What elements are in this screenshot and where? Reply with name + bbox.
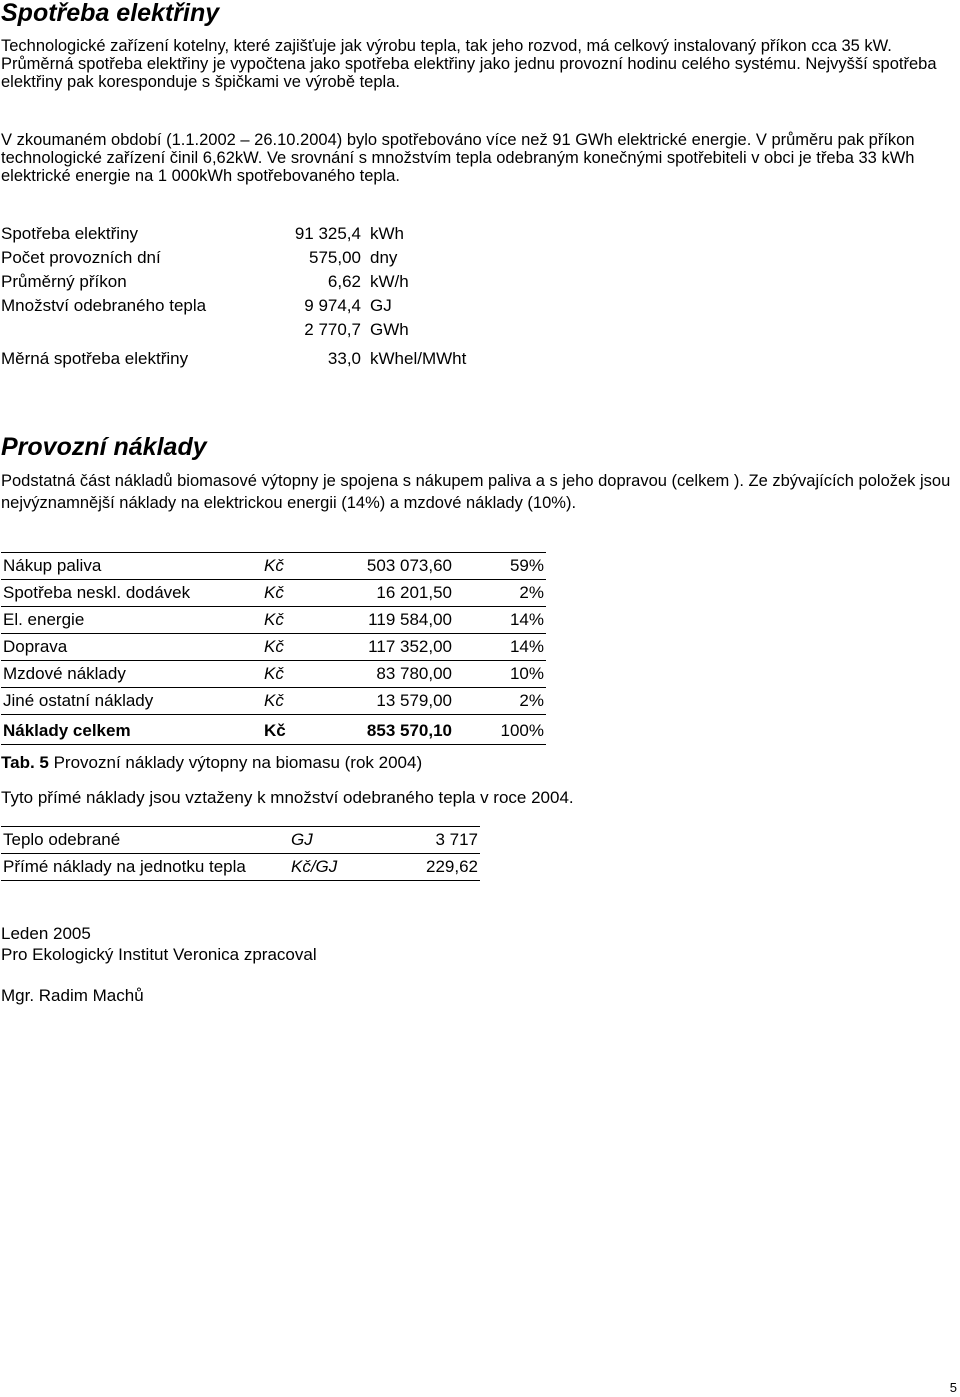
cost-currency: Kč: [264, 637, 284, 656]
signature-author: Mgr. Radim Machů: [1, 986, 144, 1005]
table-row: [1, 660, 546, 687]
cost-amount: 13 579,00: [376, 691, 452, 710]
table-row: [1, 606, 546, 633]
heat-unit: GJ: [291, 830, 313, 849]
cost-label: El. energie: [3, 610, 85, 629]
stat-unit: dny: [370, 248, 398, 267]
stat-value: 2 770,7: [304, 320, 361, 339]
heat-label: Teplo odebrané: [3, 830, 121, 849]
stat-unit: kWhel/MWht: [370, 349, 467, 368]
caption-number: Tab. 5: [1, 753, 49, 772]
cost-amount: 119 584,00: [368, 610, 452, 629]
stat-value: 91 325,4: [294, 224, 361, 243]
intro-paragraph: Technologické zařízení kotelny, které zajišťuje jak výrobu tepla, tak jeho rozvod, má celkový instalovaný příkon cca 35 kW. Průměrná spotřeba elektřiny je vypočtena jako spotřeba elektřiny jako jednu provozní hodinu celého systému. Nejvyšší spotřeba elektřiny pak koresponduje s špičkami ve výrobě tepla.: [1, 37, 937, 91]
stat-value: 9 974,4: [304, 296, 361, 315]
costs-table: [1, 552, 546, 745]
cost-amount: 83 780,00: [376, 664, 452, 683]
cost-percent: 14%: [509, 610, 544, 629]
table-row: [1, 633, 546, 660]
table-row: [1, 552, 546, 579]
total-percent: 100%: [500, 721, 544, 740]
caption-text: Provozní náklady výtopny na biomasu (rok 2004): [48, 753, 423, 772]
cost-amount: 503 073,60: [366, 556, 452, 575]
cost-label: Spotřeba neskl. dodávek: [3, 583, 191, 602]
costs-paragraph: Podstatná část nákladů biomasové výtopny je spojena s nákupem paliva a s jeho dopravou (celkem ). Ze zbývajících položek jsou nejvýznamnější náklady na elektrickou energii (14%) a mzdové náklady (10%).: [1, 472, 951, 512]
heat-label: Přímé náklady na jednotku tepla: [3, 857, 246, 876]
stat-unit: kWh: [370, 224, 404, 243]
section-title-electricity: Spotřeba elektřiny: [1, 0, 220, 27]
page-number: 5: [949, 1380, 957, 1395]
stat-unit: GJ: [370, 296, 392, 315]
period-paragraph: V zkoumaném období (1.1.2002 – 26.10.2004) bylo spotřebováno více než 91 GWh elektrické energie. V průměru pak příkon technologické zařízení činil 6,62kW. Ve srovnání s množstvím tepla odebraným konečnými spotřebiteli v obci je třeba 33 kWh elektrické energie na 1 000kWh spotřebovaného tepla.: [1, 131, 915, 185]
cost-currency: Kč: [264, 556, 284, 575]
heat-value: 229,62: [426, 857, 478, 876]
stat-label: Průměrný příkon: [1, 272, 127, 291]
cost-percent: 59%: [509, 556, 544, 575]
table-row: [1, 687, 546, 714]
stat-label: Množství odebraného tepla: [1, 296, 207, 315]
section-title-operating-costs: Provozní náklady: [1, 433, 207, 461]
total-label: Náklady celkem: [3, 721, 131, 740]
heat-unit: Kč/GJ: [291, 857, 338, 876]
cost-label: Mzdové náklady: [3, 664, 126, 683]
cost-percent: 2%: [519, 583, 544, 602]
stat-value: 575,00: [309, 248, 361, 267]
table-row: [1, 579, 546, 606]
cost-amount: 117 352,00: [368, 637, 452, 656]
cost-percent: 10%: [509, 664, 544, 683]
stat-label: Počet provozních dní: [1, 248, 161, 267]
total-currency: Kč: [264, 721, 286, 740]
cost-currency: Kč: [264, 610, 284, 629]
signature-date: Leden 2005: [1, 924, 91, 943]
cost-label: Nákup paliva: [3, 556, 102, 575]
table-row: [1, 853, 480, 881]
total-amount: 853 570,10: [366, 721, 452, 740]
total-row: [1, 714, 546, 745]
stat-value: 6,62: [327, 272, 361, 291]
cost-percent: 14%: [509, 637, 544, 656]
unit-cost-paragraph: Tyto přímé náklady jsou vztaženy k množství odebraného tepla v roce 2004.: [1, 788, 574, 807]
stat-unit: kW/h: [370, 272, 409, 291]
cost-currency: Kč: [264, 664, 284, 683]
stat-value: 33,0: [327, 349, 361, 368]
signature-org: Pro Ekologický Institut Veronica zpracoval: [1, 945, 317, 964]
heat-table: [1, 826, 480, 881]
heat-value: 3 717: [435, 830, 478, 849]
stat-unit: GWh: [370, 320, 409, 339]
stat-label: Měrná spotřeba elektřiny: [1, 349, 189, 368]
cost-label: Jiné ostatní náklady: [3, 691, 154, 710]
stat-label: Spotřeba elektřiny: [1, 224, 139, 243]
cost-currency: Kč: [264, 583, 284, 602]
cost-percent: 2%: [519, 691, 544, 710]
cost-currency: Kč: [264, 691, 284, 710]
table-caption: [1, 752, 422, 774]
cost-label: Doprava: [3, 637, 68, 656]
table-row: [1, 826, 480, 853]
cost-amount: 16 201,50: [376, 583, 452, 602]
